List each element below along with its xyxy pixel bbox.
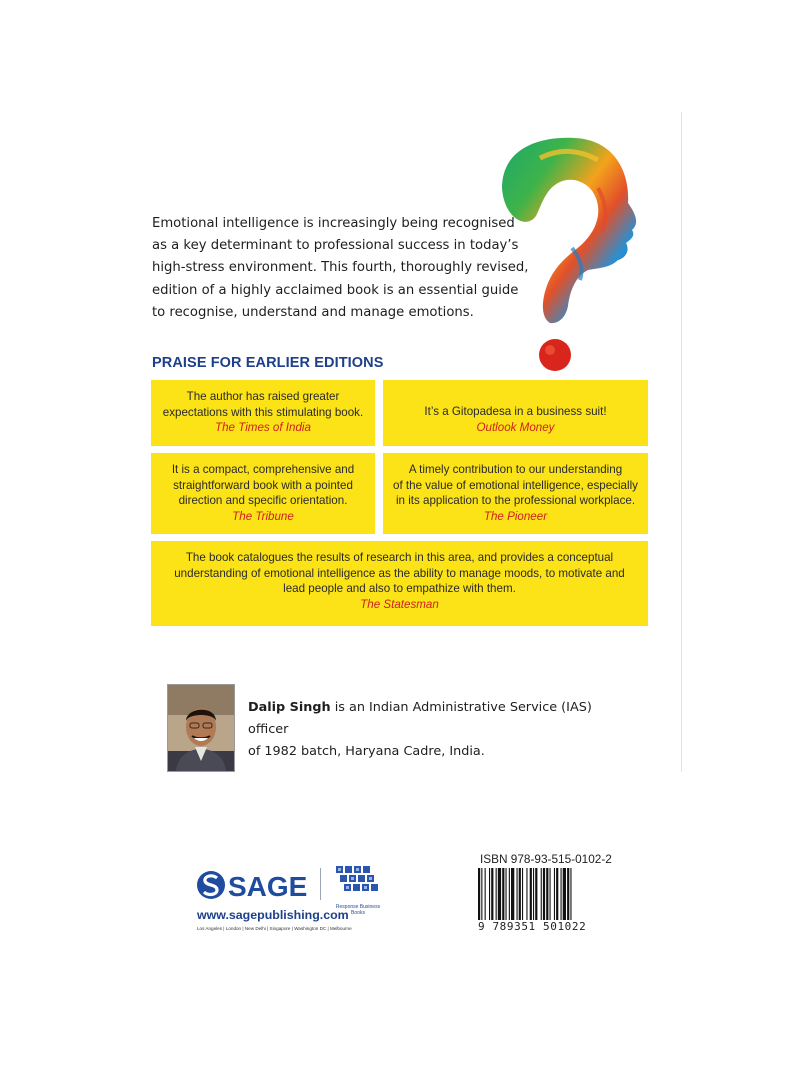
barcode-bar [498, 868, 501, 920]
barcode-bar [526, 868, 527, 920]
blurb-line: high-stress environment. This fourth, thoroughly revised, [152, 260, 529, 276]
barcode-bar [556, 868, 558, 920]
barcode-bar [509, 868, 510, 920]
quote-line: lead people and also to empathize with them. [283, 582, 516, 596]
barcode-bar [511, 868, 514, 920]
author-photo [167, 684, 235, 772]
barcode-bar [478, 868, 480, 920]
sage-logo-text: SAGE [228, 871, 308, 902]
barcode-bar [496, 868, 497, 920]
quote-line: The author has raised greater [186, 390, 340, 403]
author-bio-text: is an Indian Administrative Service (IAS) officer [248, 700, 592, 737]
barcode-bar [522, 868, 523, 920]
publisher-url: www.sagepublishing.com [197, 908, 349, 922]
quote-source: The Times of India [215, 421, 311, 435]
quote-line: understanding of emotional intelligence as the ability to manage moods, to motivate and [174, 566, 625, 580]
quote-line: of the value of emotional intelligence, especially [393, 478, 638, 492]
publisher-cities: Los Angeles | London | New Delhi | Singapore | Washington DC | Melbourne [197, 926, 352, 931]
barcode-bar [550, 868, 551, 920]
praise-quote-box [151, 541, 648, 626]
barcode-bar [535, 868, 537, 920]
blurb-line: to recognise, understand and manage emotions. [152, 304, 474, 320]
quote-source: Outlook Money [476, 420, 555, 434]
barcode-bar [541, 868, 542, 920]
barcode-bar [543, 868, 545, 920]
blurb-line: Emotional intelligence is increasingly being recognised [152, 216, 515, 231]
barcode-bar [502, 868, 504, 920]
barcode-bar [506, 868, 507, 920]
barcode-bar [489, 868, 490, 920]
quote-line: in its application to the professional workplace. [395, 494, 636, 508]
author-name: Dalip Singh [248, 700, 331, 715]
barcode-bar [481, 868, 482, 920]
quote-line: It is a compact, comprehensive and [171, 463, 355, 476]
barcode-bar [533, 868, 534, 920]
praise-heading: PRAISE FOR EARLIER EDITIONS [152, 355, 384, 371]
isbn-label: ISBN 978-93-515-0102-2 [480, 852, 612, 866]
barcode-bar [485, 868, 486, 920]
sage-logo [196, 868, 310, 902]
barcode-bar [563, 868, 566, 920]
quote-line: expectations with this stimulating book. [162, 405, 364, 419]
barcode-bar [567, 868, 569, 920]
praise-quote-box [383, 453, 648, 534]
quote-line: direction and specific orientation. [178, 494, 348, 508]
quote-line: A timely contribution to our understanding [408, 463, 623, 476]
barcode-bar [561, 868, 562, 920]
barcode-bar [519, 868, 521, 920]
logo-divider [320, 868, 321, 900]
barcode-bar [570, 868, 571, 920]
barcode-bar [491, 868, 493, 920]
quote-source: The Statesman [360, 597, 439, 611]
author-bio [248, 697, 628, 763]
praise-quote-box [383, 380, 648, 446]
barcode-bar [517, 868, 518, 920]
quote-source: The Pioneer [483, 509, 548, 523]
cover-edge [681, 112, 682, 772]
author-bio-line [248, 697, 628, 741]
blurb-paragraph [152, 213, 532, 324]
quote-line: straightforward book with a pointed [173, 478, 353, 492]
praise-quote-box [151, 453, 375, 534]
barcode-bar [530, 868, 532, 920]
quote-line: The book catalogues the results of research in this area, and provides a conceptual [185, 551, 614, 564]
praise-quote-box [151, 380, 375, 446]
quote-source: The Tribune [232, 509, 294, 523]
blurb-line: as a key determinant to professional success in today’s [152, 238, 519, 254]
barcode-bar [546, 868, 548, 920]
blurb-line: edition of a highly acclaimed book is an essential guide [152, 282, 519, 298]
barcode-digits: 9 789351 501022 [478, 920, 587, 933]
quote-line: It’s a Gitopadesa in a business suit! [424, 405, 607, 418]
response-books-logo [334, 862, 380, 904]
author-bio-line: of 1982 batch, Haryana Cadre, India. [248, 744, 485, 759]
barcode-bar [554, 868, 555, 920]
barcode [477, 868, 615, 920]
imprint-label: Response Business Books [335, 904, 381, 916]
